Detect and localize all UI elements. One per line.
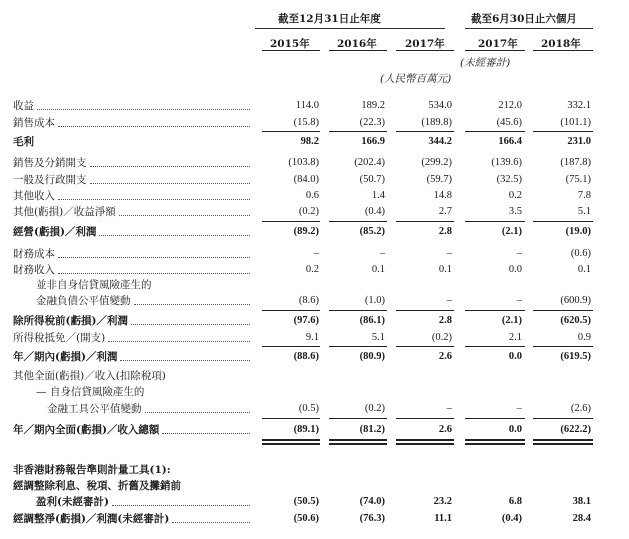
- header-year-2015: 2015年: [270, 38, 310, 50]
- cell-value: 9.1: [305, 332, 319, 343]
- cell-value: (97.6): [293, 315, 319, 326]
- rule-line: [465, 221, 525, 222]
- cell-value: (0.4): [364, 206, 385, 217]
- row-label: 年／期內(虧損)／利潤: [13, 351, 118, 363]
- cell-value: –: [313, 248, 319, 259]
- cell-value: (50.6): [293, 513, 319, 524]
- leader-dots: [112, 505, 250, 506]
- rule-line: [396, 131, 454, 132]
- cell-value: (299.2): [421, 157, 452, 168]
- rule-line: [533, 221, 593, 222]
- cell-value: 38.1: [572, 496, 591, 507]
- row-label: 年／期內全面(虧損)／收入總額: [13, 424, 160, 436]
- rule-line: [329, 310, 387, 311]
- leader-dots: [58, 126, 250, 127]
- leader-dots: [90, 183, 250, 184]
- rule-line: [329, 439, 387, 441]
- rule-line: [465, 346, 525, 347]
- cell-value: (0.6): [570, 248, 591, 259]
- row-label: 非香港財務報告準則計量工具(1):: [13, 464, 171, 476]
- row-label: 銷售及分銷開支: [13, 157, 87, 169]
- cell-value: (0.5): [298, 403, 319, 414]
- leader-dots: [99, 235, 250, 236]
- cell-value: (600.9): [560, 295, 591, 306]
- header-unaudited: (未經審計): [460, 57, 511, 69]
- leader-dots: [120, 360, 250, 361]
- rule-line: [262, 346, 320, 347]
- cell-value: (2.6): [570, 403, 591, 414]
- cell-value: (81.2): [359, 424, 385, 435]
- cell-value: 5.1: [371, 332, 385, 343]
- cell-value: (620.5): [560, 315, 591, 326]
- cell-value: 3.5: [508, 206, 522, 217]
- cell-value: 114.0: [295, 100, 319, 111]
- leader-dots: [58, 257, 250, 258]
- cell-value: 0.0: [508, 264, 522, 275]
- cell-value: (85.2): [359, 226, 385, 237]
- rule-line: [262, 310, 320, 311]
- cell-value: –: [446, 248, 452, 259]
- rule-line: [533, 439, 593, 441]
- cell-value: 1.4: [371, 190, 385, 201]
- rule-line: [396, 418, 454, 419]
- rule-line: [465, 439, 525, 441]
- cell-value: 6.8: [508, 496, 522, 507]
- cell-value: 212.0: [498, 100, 522, 111]
- cell-value: 332.1: [567, 100, 591, 111]
- row-label: 其他全面(虧損)／收入(扣除稅項): [13, 370, 166, 382]
- leader-dots: [145, 412, 250, 413]
- cell-value: 2.6: [438, 424, 452, 435]
- cell-value: (76.3): [359, 513, 385, 524]
- header-currency: (人民幣百萬元): [380, 73, 452, 85]
- cell-value: (189.8): [421, 117, 452, 128]
- cell-value: (86.1): [359, 315, 385, 326]
- rule-line: [533, 131, 593, 132]
- cell-value: 0.1: [577, 264, 591, 275]
- cell-value: 0.6: [305, 190, 319, 201]
- row-label: — 自身信貸風險產生的: [36, 386, 145, 398]
- cell-value: (187.8): [560, 157, 591, 168]
- row-label: 經營(虧損)／利潤: [13, 226, 97, 238]
- rule-line: [533, 346, 593, 347]
- cell-value: (45.6): [496, 117, 522, 128]
- row-label: 經調整除利息、稅項、折舊及攤銷前: [13, 480, 181, 492]
- cell-value: 0.2: [508, 190, 522, 201]
- cell-value: (0.2): [431, 332, 452, 343]
- leader-dots: [37, 109, 250, 110]
- cell-value: (75.1): [565, 174, 591, 185]
- cell-value: 7.8: [577, 190, 591, 201]
- cell-value: (1.0): [364, 295, 385, 306]
- header-group-year: 截至12月31日止年度: [278, 13, 381, 25]
- cell-value: (8.6): [298, 295, 319, 306]
- cell-value: 0.1: [371, 264, 385, 275]
- cell-value: (101.1): [560, 117, 591, 128]
- cell-value: (89.2): [293, 226, 319, 237]
- cell-value: (0.4): [501, 513, 522, 524]
- cell-value: (103.8): [288, 157, 319, 168]
- cell-value: 2.8: [438, 226, 452, 237]
- cell-value: 23.2: [433, 496, 452, 507]
- cell-value: 189.2: [361, 100, 385, 111]
- rule-line: [396, 439, 454, 441]
- rule-line: [329, 443, 387, 445]
- cell-value: 0.0: [508, 424, 522, 435]
- cell-value: 0.9: [577, 332, 591, 343]
- cell-value: 0.1: [438, 264, 452, 275]
- rule-line: [329, 131, 387, 132]
- rule-line: [533, 310, 593, 311]
- header-year-2016: 2016年: [337, 38, 377, 50]
- cell-value: 14.8: [433, 190, 452, 201]
- rule-line: [396, 221, 454, 222]
- cell-value: (2.1): [501, 226, 522, 237]
- rule-line: [533, 418, 593, 419]
- row-label: 金融負債公平值變動: [36, 295, 131, 307]
- rule-line: [329, 221, 387, 222]
- cell-value: 11.1: [434, 513, 452, 524]
- rule-line: [262, 221, 320, 222]
- cell-value: (0.2): [364, 403, 385, 414]
- cell-value: (74.0): [359, 496, 385, 507]
- cell-value: 0.2: [305, 264, 319, 275]
- leader-dots: [119, 215, 250, 216]
- leader-dots: [131, 324, 250, 325]
- header-year-2018-h1: 2018年: [541, 38, 581, 50]
- header-group-six-rule: [465, 28, 593, 29]
- header-year-2017: 2017年: [405, 38, 445, 50]
- cell-value: (15.8): [293, 117, 319, 128]
- leader-dots: [58, 273, 250, 274]
- cell-value: (619.5): [560, 351, 591, 362]
- rule-line: [465, 131, 525, 132]
- cell-value: 5.1: [577, 206, 591, 217]
- rule-line: [396, 346, 454, 347]
- cell-value: 2.7: [438, 206, 452, 217]
- cell-value: (88.6): [293, 351, 319, 362]
- rule-line: [465, 443, 525, 445]
- rule-line: [262, 418, 320, 419]
- cell-value: (80.9): [359, 351, 385, 362]
- rule-line: [329, 418, 387, 419]
- leader-dots: [90, 166, 250, 167]
- year-rule-2: [329, 50, 387, 51]
- leader-dots: [134, 304, 250, 305]
- header-group-six: 截至6月30日止六個月: [471, 13, 577, 25]
- row-label: 除所得稅前(虧損)／利潤: [13, 315, 128, 327]
- cell-value: (139.6): [491, 157, 522, 168]
- row-label: 銷售成本: [13, 117, 55, 129]
- rule-line: [262, 439, 320, 441]
- cell-value: (202.4): [354, 157, 385, 168]
- rule-line: [396, 443, 454, 445]
- year-rule-3: [396, 50, 454, 51]
- cell-value: (89.1): [293, 424, 319, 435]
- row-label: 一般及行政開支: [13, 174, 87, 186]
- row-label: 財務收入: [13, 264, 55, 276]
- rule-line: [533, 443, 593, 445]
- cell-value: –: [516, 295, 522, 306]
- cell-value: (32.5): [496, 174, 522, 185]
- cell-value: 2.6: [438, 351, 452, 362]
- cell-value: 28.4: [572, 513, 591, 524]
- cell-value: 231.0: [567, 136, 591, 147]
- row-label: 收益: [13, 100, 34, 112]
- cell-value: –: [516, 403, 522, 414]
- rule-line: [329, 346, 387, 347]
- header-year-2017-h1: 2017年: [478, 38, 518, 50]
- row-label: 毛利: [13, 136, 34, 148]
- cell-value: 2.8: [438, 315, 452, 326]
- cell-value: –: [379, 248, 385, 259]
- cell-value: (22.3): [359, 117, 385, 128]
- row-label: 金融工具公平值變動: [47, 403, 142, 415]
- cell-value: 166.4: [498, 136, 522, 147]
- cell-value: (50.7): [359, 174, 385, 185]
- year-rule-1: [262, 50, 320, 51]
- row-label: 財務成本: [13, 248, 55, 260]
- cell-value: (622.2): [560, 424, 591, 435]
- cell-value: (50.5): [293, 496, 319, 507]
- cell-value: 98.2: [300, 136, 319, 147]
- rule-line: [396, 310, 454, 311]
- row-label: 盈利(未經審計): [36, 496, 109, 508]
- header-group-year-rule: [255, 28, 445, 29]
- year-rule-5: [533, 50, 593, 51]
- leader-dots: [58, 199, 250, 200]
- rule-line: [262, 131, 320, 132]
- cell-value: –: [446, 403, 452, 414]
- leader-dots: [162, 433, 250, 434]
- row-label: 並非自身信貸風險產生的: [36, 279, 152, 291]
- year-rule-4: [465, 50, 525, 51]
- cell-value: (2.1): [501, 315, 522, 326]
- cell-value: (59.7): [426, 174, 452, 185]
- cell-value: 166.9: [361, 136, 385, 147]
- row-label: 其他收入: [13, 190, 55, 202]
- rule-line: [465, 310, 525, 311]
- rule-line: [262, 443, 320, 445]
- cell-value: (0.2): [298, 206, 319, 217]
- cell-value: 534.0: [428, 100, 452, 111]
- leader-dots: [108, 341, 250, 342]
- cell-value: (19.0): [565, 226, 591, 237]
- cell-value: 344.2: [428, 136, 452, 147]
- cell-value: –: [446, 295, 452, 306]
- row-label: 經調整淨(虧損)／利潤(未經審計): [13, 513, 170, 525]
- row-label: 所得稅抵免／(開支): [13, 332, 106, 344]
- row-label: 其他(虧損)／收益淨額: [13, 206, 116, 218]
- cell-value: –: [516, 248, 522, 259]
- rule-line: [465, 418, 525, 419]
- cell-value: 2.1: [508, 332, 522, 343]
- cell-value: 0.0: [508, 351, 522, 362]
- cell-value: (84.0): [293, 174, 319, 185]
